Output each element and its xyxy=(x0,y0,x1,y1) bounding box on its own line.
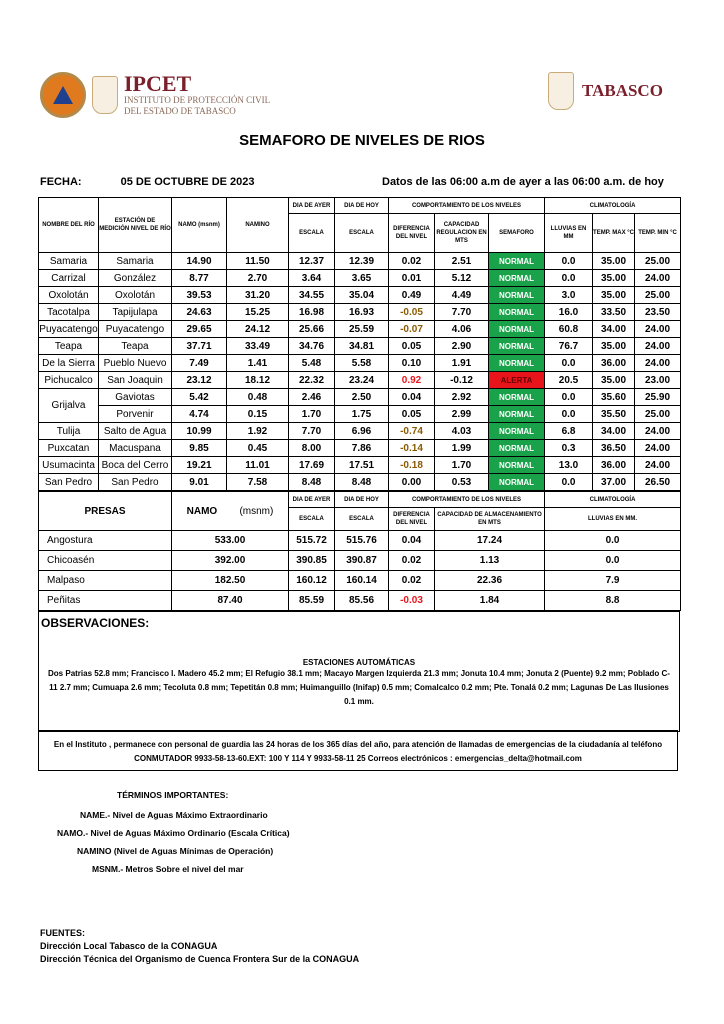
dam-namo: 87.40 xyxy=(172,591,289,611)
river-namo: 29.65 xyxy=(172,321,227,338)
header-msnm: (msnm) xyxy=(239,505,274,517)
river-ayer: 17.69 xyxy=(289,457,335,474)
river-lluvia: 0.0 xyxy=(545,474,593,491)
river-tmin: 24.00 xyxy=(635,338,681,355)
dam-hoy: 85.56 xyxy=(335,591,389,611)
river-row xyxy=(39,389,681,406)
station-name: Boca del Cerro xyxy=(99,457,172,474)
header-escala-hoy: ESCALA xyxy=(335,214,389,253)
river-ayer: 7.70 xyxy=(289,423,335,440)
dam-ayer: 390.85 xyxy=(289,551,335,571)
header-namo-msnm xyxy=(172,492,289,531)
term-name: NAME.- Nivel de Aguas Máximo Extraordinario xyxy=(80,810,268,820)
river-hoy: 34.81 xyxy=(335,338,389,355)
river-name: Teapa xyxy=(39,338,99,355)
river-name: Tacotalpa xyxy=(39,304,99,321)
river-lluvia: 13.0 xyxy=(545,457,593,474)
river-namo: 9.01 xyxy=(172,474,227,491)
river-namo: 7.49 xyxy=(172,355,227,372)
datos-range: Datos de las 06:00 a.m de ayer a las 06:00 a.m. de hoy xyxy=(382,176,664,188)
river-row xyxy=(39,321,681,338)
rivers-table xyxy=(38,197,681,491)
river-ayer: 16.98 xyxy=(289,304,335,321)
river-name: Tulija xyxy=(39,423,99,440)
river-diferencia: -0.05 xyxy=(389,304,435,321)
contact-line1: En el Instituto , permanece con personal de guardia las 24 horas de los 365 días del año, para atención de llamadas de emergencias de la ciudadanía al teléfono xyxy=(53,740,663,749)
river-diferencia: 0.10 xyxy=(389,355,435,372)
river-diferencia: 0.02 xyxy=(389,253,435,270)
river-tmax: 36.50 xyxy=(593,440,635,457)
semaforo-badge: NORMAL xyxy=(489,338,545,355)
tabasco-crest-icon xyxy=(548,72,574,110)
river-namo: 5.42 xyxy=(172,389,227,406)
header-tmax: TEMP. MAX °C xyxy=(593,214,635,253)
header-escala-ayer: ESCALA xyxy=(289,508,335,531)
station-name: Oxolotán xyxy=(99,287,172,304)
river-tmax: 35.00 xyxy=(593,270,635,287)
dam-capacidad: 1.13 xyxy=(435,551,545,571)
estaciones-title: ESTACIONES AUTOMÁTICAS xyxy=(302,658,416,667)
river-tmax: 35.00 xyxy=(593,253,635,270)
river-namo: 9.85 xyxy=(172,440,227,457)
header-presas: PRESAS xyxy=(39,492,172,531)
dam-ayer: 85.59 xyxy=(289,591,335,611)
river-diferencia: 0.01 xyxy=(389,270,435,287)
river-namo: 10.99 xyxy=(172,423,227,440)
river-tmin: 25.00 xyxy=(635,406,681,423)
fuentes xyxy=(40,927,359,966)
river-namino: 33.49 xyxy=(227,338,289,355)
river-name: De la Sierra xyxy=(39,355,99,372)
river-capacidad: 2.99 xyxy=(435,406,489,423)
river-hoy: 3.65 xyxy=(335,270,389,287)
station-name: Salto de Agua xyxy=(99,423,172,440)
ipcet-name: IPCET xyxy=(124,71,192,96)
semaforo-badge: NORMAL xyxy=(489,270,545,287)
river-lluvia: 6.8 xyxy=(545,423,593,440)
river-hoy: 6.96 xyxy=(335,423,389,440)
river-name: Pichucalco xyxy=(39,372,99,389)
dam-diferencia: 0.04 xyxy=(389,531,435,551)
header-semaforo: SEMAFORO xyxy=(489,214,545,253)
fecha-value: 05 DE OCTUBRE DE 2023 xyxy=(120,176,255,188)
observaciones-title: OBSERVACIONES: xyxy=(41,616,150,630)
river-lluvia: 0.0 xyxy=(545,406,593,423)
ipcet-line1: INSTITUTO DE PROTECCIÓN CIVIL xyxy=(124,95,271,105)
river-row xyxy=(39,406,681,423)
river-namo: 19.21 xyxy=(172,457,227,474)
river-ayer: 8.48 xyxy=(289,474,335,491)
river-tmax: 33.50 xyxy=(593,304,635,321)
dams-table xyxy=(38,491,681,611)
semaforo-badge: NORMAL xyxy=(489,474,545,491)
river-hoy: 23.24 xyxy=(335,372,389,389)
header-ayer: DIA DE AYER xyxy=(289,492,335,508)
river-hoy: 16.93 xyxy=(335,304,389,321)
river-capacidad: 4.06 xyxy=(435,321,489,338)
river-hoy: 12.39 xyxy=(335,253,389,270)
tabasco-logo xyxy=(548,72,663,110)
river-tmin: 24.00 xyxy=(635,355,681,372)
dam-ayer: 160.12 xyxy=(289,571,335,591)
river-ayer: 5.48 xyxy=(289,355,335,372)
river-diferencia: 0.05 xyxy=(389,338,435,355)
header-escala-ayer: ESCALA xyxy=(289,214,335,253)
river-lluvia: 0.0 xyxy=(545,355,593,372)
header-hoy: DIA DE HOY xyxy=(335,492,389,508)
river-ayer: 3.64 xyxy=(289,270,335,287)
river-tmin: 24.00 xyxy=(635,423,681,440)
station-name: Samaria xyxy=(99,253,172,270)
river-capacidad: 1.99 xyxy=(435,440,489,457)
river-hoy: 35.04 xyxy=(335,287,389,304)
dam-diferencia: 0.02 xyxy=(389,571,435,591)
dam-lluvia: 0.0 xyxy=(545,551,681,571)
river-lluvia: 3.0 xyxy=(545,287,593,304)
header-comportamiento: COMPORTAMIENTO DE LOS NIVELES xyxy=(389,492,545,508)
observaciones-box xyxy=(38,611,680,732)
river-tmin: 24.00 xyxy=(635,270,681,287)
dam-capacidad: 1.84 xyxy=(435,591,545,611)
fuentes-line2: Dirección Técnica del Organismo de Cuenca Frontera Sur de la CONAGUA xyxy=(40,954,360,964)
river-namino: 15.25 xyxy=(227,304,289,321)
river-ayer: 12.37 xyxy=(289,253,335,270)
river-name: Grijalva xyxy=(39,389,99,423)
dam-namo: 182.50 xyxy=(172,571,289,591)
river-hoy: 7.86 xyxy=(335,440,389,457)
station-name: Macuspana xyxy=(99,440,172,457)
contact-line2: CONMUTADOR 9933-58-13-60.EXT: 100 Y 114 Y 9933-58-11 25 Correos electrónicos : emergencias_delta@hotmail.com xyxy=(134,754,582,763)
river-name: San Pedro xyxy=(39,474,99,491)
river-diferencia: 0.05 xyxy=(389,406,435,423)
header-lluvias: LLUVIAS EN MM. xyxy=(545,508,681,531)
river-diferencia: 0.04 xyxy=(389,389,435,406)
river-lluvia: 0.0 xyxy=(545,270,593,287)
semaforo-badge: NORMAL xyxy=(489,389,545,406)
semaforo-badge: NORMAL xyxy=(489,287,545,304)
dam-row xyxy=(39,571,681,591)
river-name: Oxolotán xyxy=(39,287,99,304)
river-hoy: 5.58 xyxy=(335,355,389,372)
river-tmin: 24.00 xyxy=(635,440,681,457)
river-tmin: 25.90 xyxy=(635,389,681,406)
tabasco-text: TABASCO xyxy=(582,81,663,100)
dam-capacidad: 17.24 xyxy=(435,531,545,551)
dam-capacidad: 22.36 xyxy=(435,571,545,591)
river-namo: 39.53 xyxy=(172,287,227,304)
river-name: Carrizal xyxy=(39,270,99,287)
fecha xyxy=(40,176,291,188)
header-ayer: DIA DE AYER xyxy=(289,198,335,214)
river-namino: 0.48 xyxy=(227,389,289,406)
river-capacidad: 1.70 xyxy=(435,457,489,474)
river-diferencia: 0.92 xyxy=(389,372,435,389)
ipcet-logo xyxy=(40,72,270,118)
river-tmin: 24.00 xyxy=(635,321,681,338)
river-row xyxy=(39,457,681,474)
fecha-label: FECHA: xyxy=(40,176,82,188)
river-namo: 24.63 xyxy=(172,304,227,321)
station-name: Teapa xyxy=(99,338,172,355)
header-climatologia: CLIMATOLOGÍA xyxy=(545,198,681,214)
dam-lluvia: 8.8 xyxy=(545,591,681,611)
dam-lluvia: 0.0 xyxy=(545,531,681,551)
river-namino: 0.45 xyxy=(227,440,289,457)
header-climatologia: CLIMATOLOGÍA xyxy=(545,492,681,508)
river-diferencia: 0.49 xyxy=(389,287,435,304)
river-namino: 31.20 xyxy=(227,287,289,304)
river-namino: 11.01 xyxy=(227,457,289,474)
river-row xyxy=(39,372,681,389)
term-namino: NAMINO (Nivel de Aguas Mínimas de Operación) xyxy=(77,846,274,856)
header-namo: NAMO xyxy=(186,505,218,517)
river-namino: 2.70 xyxy=(227,270,289,287)
header-rio: NOMBRE DEL RÍO xyxy=(39,198,99,253)
river-ayer: 34.76 xyxy=(289,338,335,355)
term-msnm: MSNM.- Metros Sobre el nivel del mar xyxy=(92,864,244,874)
semaforo-badge: NORMAL xyxy=(489,423,545,440)
river-namino: 1.41 xyxy=(227,355,289,372)
header-capacidad: CAPACIDAD DE ALMACENAMIENTO EN MTS xyxy=(435,508,545,531)
river-name: Puyacatengo xyxy=(39,321,99,338)
dam-name: Malpaso xyxy=(39,571,172,591)
river-namino: 11.50 xyxy=(227,253,289,270)
river-lluvia: 0.0 xyxy=(545,389,593,406)
fuentes-title: FUENTES: xyxy=(40,928,85,938)
river-row xyxy=(39,287,681,304)
contact-box xyxy=(38,730,678,771)
header-hoy: DIA DE HOY xyxy=(335,198,389,214)
river-capacidad: -0.12 xyxy=(435,372,489,389)
semaforo-badge: NORMAL xyxy=(489,253,545,270)
river-namo: 37.71 xyxy=(172,338,227,355)
river-row xyxy=(39,304,681,321)
semaforo-badge: NORMAL xyxy=(489,440,545,457)
river-name: Puxcatan xyxy=(39,440,99,457)
river-name: Samaria xyxy=(39,253,99,270)
proteccion-civil-seal-icon xyxy=(40,72,86,118)
header-capacidad: CAPACIDAD REGULACION EN MTS xyxy=(435,214,489,253)
river-tmax: 36.00 xyxy=(593,457,635,474)
terms-title: TÉRMINOS IMPORTANTES: xyxy=(117,790,229,800)
river-tmax: 35.00 xyxy=(593,372,635,389)
semaforo-badge: NORMAL xyxy=(489,457,545,474)
dam-row xyxy=(39,591,681,611)
river-row xyxy=(39,474,681,491)
river-namo: 4.74 xyxy=(172,406,227,423)
semaforo-badge: NORMAL xyxy=(489,304,545,321)
river-row xyxy=(39,253,681,270)
header-diferencia: DIFERENCIA DEL NIVEL xyxy=(389,214,435,253)
dam-ayer: 515.72 xyxy=(289,531,335,551)
river-diferencia: 0.00 xyxy=(389,474,435,491)
dam-name: Chicoasén xyxy=(39,551,172,571)
river-capacidad: 2.51 xyxy=(435,253,489,270)
river-tmin: 25.00 xyxy=(635,253,681,270)
dam-diferencia: 0.02 xyxy=(389,551,435,571)
river-namo: 23.12 xyxy=(172,372,227,389)
dam-hoy: 515.76 xyxy=(335,531,389,551)
river-lluvia: 0.3 xyxy=(545,440,593,457)
river-tmin: 24.00 xyxy=(635,457,681,474)
header-namo: NAMO (msnm) xyxy=(172,198,227,253)
river-tmax: 35.00 xyxy=(593,287,635,304)
river-row xyxy=(39,423,681,440)
station-name: Porvenir xyxy=(99,406,172,423)
river-capacidad: 2.90 xyxy=(435,338,489,355)
header-comportamiento: COMPORTAMIENTO DE LOS NIVELES xyxy=(389,198,545,214)
river-namino: 1.92 xyxy=(227,423,289,440)
river-tmax: 37.00 xyxy=(593,474,635,491)
dam-hoy: 160.14 xyxy=(335,571,389,591)
river-tmax: 35.60 xyxy=(593,389,635,406)
semaforo-badge: NORMAL xyxy=(489,321,545,338)
river-capacidad: 4.03 xyxy=(435,423,489,440)
dam-namo: 533.00 xyxy=(172,531,289,551)
header-escala-hoy: ESCALA xyxy=(335,508,389,531)
dam-diferencia: -0.03 xyxy=(389,591,435,611)
river-ayer: 8.00 xyxy=(289,440,335,457)
dam-row xyxy=(39,531,681,551)
river-lluvia: 0.0 xyxy=(545,253,593,270)
header-lluvias: LLUVIAS EN MM xyxy=(545,214,593,253)
river-ayer: 34.55 xyxy=(289,287,335,304)
river-lluvia: 76.7 xyxy=(545,338,593,355)
semaforo-badge: ALERTA xyxy=(489,372,545,389)
river-namino: 18.12 xyxy=(227,372,289,389)
river-tmin: 26.50 xyxy=(635,474,681,491)
river-capacidad: 1.91 xyxy=(435,355,489,372)
river-hoy: 8.48 xyxy=(335,474,389,491)
river-tmax: 34.00 xyxy=(593,423,635,440)
river-namino: 7.58 xyxy=(227,474,289,491)
river-hoy: 25.59 xyxy=(335,321,389,338)
river-hoy: 1.75 xyxy=(335,406,389,423)
river-lluvia: 16.0 xyxy=(545,304,593,321)
header-diferencia: DIFERENCIA DEL NIVEL xyxy=(389,508,435,531)
header-namino: NAMINO xyxy=(227,198,289,253)
river-diferencia: -0.18 xyxy=(389,457,435,474)
river-ayer: 22.32 xyxy=(289,372,335,389)
semaforo-badge: NORMAL xyxy=(489,355,545,372)
river-name: Usumacinta xyxy=(39,457,99,474)
river-tmax: 35.00 xyxy=(593,338,635,355)
river-diferencia: -0.07 xyxy=(389,321,435,338)
header-tmin: TEMP. MIN °C xyxy=(635,214,681,253)
river-ayer: 25.66 xyxy=(289,321,335,338)
river-ayer: 1.70 xyxy=(289,406,335,423)
semaforo-badge: NORMAL xyxy=(489,406,545,423)
ipcet-line2: DEL ESTADO DE TABASCO xyxy=(124,106,236,116)
river-row xyxy=(39,355,681,372)
station-name: González xyxy=(99,270,172,287)
station-name: Gaviotas xyxy=(99,389,172,406)
river-diferencia: -0.74 xyxy=(389,423,435,440)
river-diferencia: -0.14 xyxy=(389,440,435,457)
river-namino: 24.12 xyxy=(227,321,289,338)
estaciones-text: Dos Patrias 52.8 mm; Francisco I. Madero 45.2 mm; El Refugio 38.1 mm; Macayo Margen Izquierda 21.3 mm; Jonuta 10.4 mm; Jonuta 2 (Puente) 9.2 mm; Poblado C-11 2.7 mm; Cumuapa 2.6 mm; Tecoluta 0.8 mm; Tepetitán 0.8 mm; Huimanguillo (Inifap) 0.5 mm; Comalcalco 0.2 mm; Pte. Tonalá 0.2 mm; Lagunas De Las Ilusiones 0.1 mm. xyxy=(48,669,670,706)
station-name: Tapijulapa xyxy=(99,304,172,321)
station-name: San Joaquin xyxy=(99,372,172,389)
river-hoy: 2.50 xyxy=(335,389,389,406)
river-tmin: 25.00 xyxy=(635,287,681,304)
river-row xyxy=(39,440,681,457)
river-lluvia: 20.5 xyxy=(545,372,593,389)
river-tmin: 23.50 xyxy=(635,304,681,321)
river-row xyxy=(39,338,681,355)
page-title: SEMAFORO DE NIVELES DE RIOS xyxy=(239,132,485,149)
term-namo: NAMO.- Nivel de Aguas Máximo Ordinario (Escala Crítica) xyxy=(57,828,290,838)
dam-hoy: 390.87 xyxy=(335,551,389,571)
river-ayer: 2.46 xyxy=(289,389,335,406)
river-capacidad: 2.92 xyxy=(435,389,489,406)
dam-row xyxy=(39,551,681,571)
station-name: Puyacatengo xyxy=(99,321,172,338)
dam-lluvia: 7.9 xyxy=(545,571,681,591)
river-tmax: 34.00 xyxy=(593,321,635,338)
river-tmin: 23.00 xyxy=(635,372,681,389)
river-tmax: 35.50 xyxy=(593,406,635,423)
dam-name: Angostura xyxy=(39,531,172,551)
river-lluvia: 60.8 xyxy=(545,321,593,338)
river-namo: 8.77 xyxy=(172,270,227,287)
river-capacidad: 5.12 xyxy=(435,270,489,287)
dam-namo: 392.00 xyxy=(172,551,289,571)
station-name: San Pedro xyxy=(99,474,172,491)
dam-name: Peñitas xyxy=(39,591,172,611)
river-capacidad: 0.53 xyxy=(435,474,489,491)
header-estacion: ESTACIÓN DE MEDICIÓN NIVEL DE RÍO xyxy=(99,198,172,253)
fuentes-line1: Dirección Local Tabasco de la CONAGUA xyxy=(40,941,218,951)
river-capacidad: 4.49 xyxy=(435,287,489,304)
river-namo: 14.90 xyxy=(172,253,227,270)
river-capacidad: 7.70 xyxy=(435,304,489,321)
tabasco-crest-icon xyxy=(92,76,118,114)
river-tmax: 36.00 xyxy=(593,355,635,372)
station-name: Pueblo Nuevo xyxy=(99,355,172,372)
river-row xyxy=(39,270,681,287)
river-hoy: 17.51 xyxy=(335,457,389,474)
river-namino: 0.15 xyxy=(227,406,289,423)
